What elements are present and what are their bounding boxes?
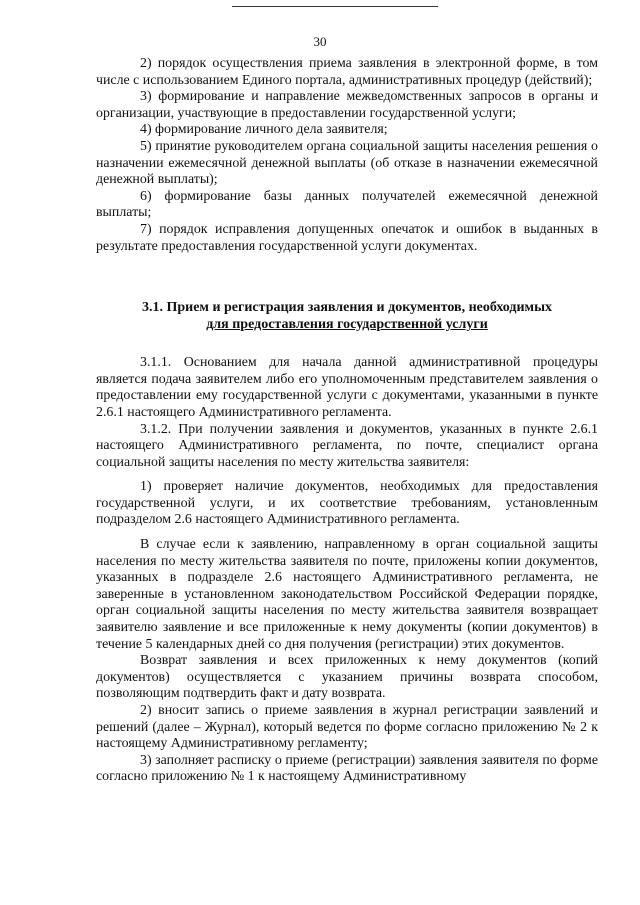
document-body [96, 56, 598, 786]
top-rule [232, 6, 438, 7]
page-number: 30 [313, 34, 327, 49]
paragraph: 3) заполняет расписку о приеме (регистрации) заявления заявителя по форме согласно приложению № 1 к настоящему Административному [96, 752, 598, 785]
list-item: 3) формирование и направление межведомственных запросов в органы и организации, участвующие в предоставлении государственной услуги; [96, 89, 598, 121]
list-item: 2) порядок осуществления приема заявления в электронной форме, в том числе с использованием Единого портала, административных процедур (действий); [96, 56, 598, 88]
paragraph: В случае если к заявлению, направленному в орган социальной защиты населения по месту жительства заявителя по почте, приложены копии документов, указанных в подразделе 2.6 настоящего Административного регламента, не заверенные в установленном законодательством Российской Федерации порядке, орган социальной защиты населения по месту жительства заявителя возвращает заявителю заявление и все приложенные к нему документы (копии документов) в течение 5 календарных дней со дня получения (регистрации) этих документов. [96, 537, 598, 652]
paragraph: Возврат заявления и всех приложенных к нему документов (копий документов) осуществляется с указанием причины возврата способом, позволяющим подтвердить факт и дату возврата. [96, 653, 598, 702]
paragraph: 3.1.2. При получении заявления и документов, указанных в пункте 2.6.1 настоящего Административного регламента, по почте, специалист органа социальной защиты населения по месту жительства заявителя: [96, 421, 598, 470]
paragraph: 2) вносит запись о приеме заявления в журнал регистрации заявлений и решений (далее – Журнал), который ведется по форме согласно приложению № 2 к настоящему Административному регламенту; [96, 703, 598, 752]
list-item: 5) принятие руководителем органа социальной защиты населения решения о назначении ежемесячной денежной выплаты (об отказе в назначении ежемесячной денежной выплаты); [96, 138, 598, 188]
section-heading [96, 299, 598, 333]
list-item: 6) формирование базы данных получателей ежемесячной денежной выплаты; [96, 188, 598, 221]
section-heading-line2: для предоставления государственной услуги [206, 317, 488, 333]
section-heading-line1: 3.1. Прием и регистрация заявления и документов, необходимых [141, 300, 553, 316]
list-item: 4) формирование личного дела заявителя; [140, 122, 388, 138]
paragraph: 1) проверяет наличие документов, необходимых для предоставления государственной услуги, и их соответствие требованиям, установленным подразделом 2.6 настоящего Административного регламента. [96, 479, 598, 528]
list-item: 7) порядок исправления допущенных опечаток и ошибок в выданных в результате предоставления государственной услуги документах. [96, 221, 598, 254]
paragraph: 3.1.1. Основанием для начала данной административной процедуры является подача заявителем либо его уполномоченным представителем заявления о предоставлении ему государственной услуги с документами, указанными в пункте 2.6.1 настоящего Административного регламента. [96, 355, 598, 420]
